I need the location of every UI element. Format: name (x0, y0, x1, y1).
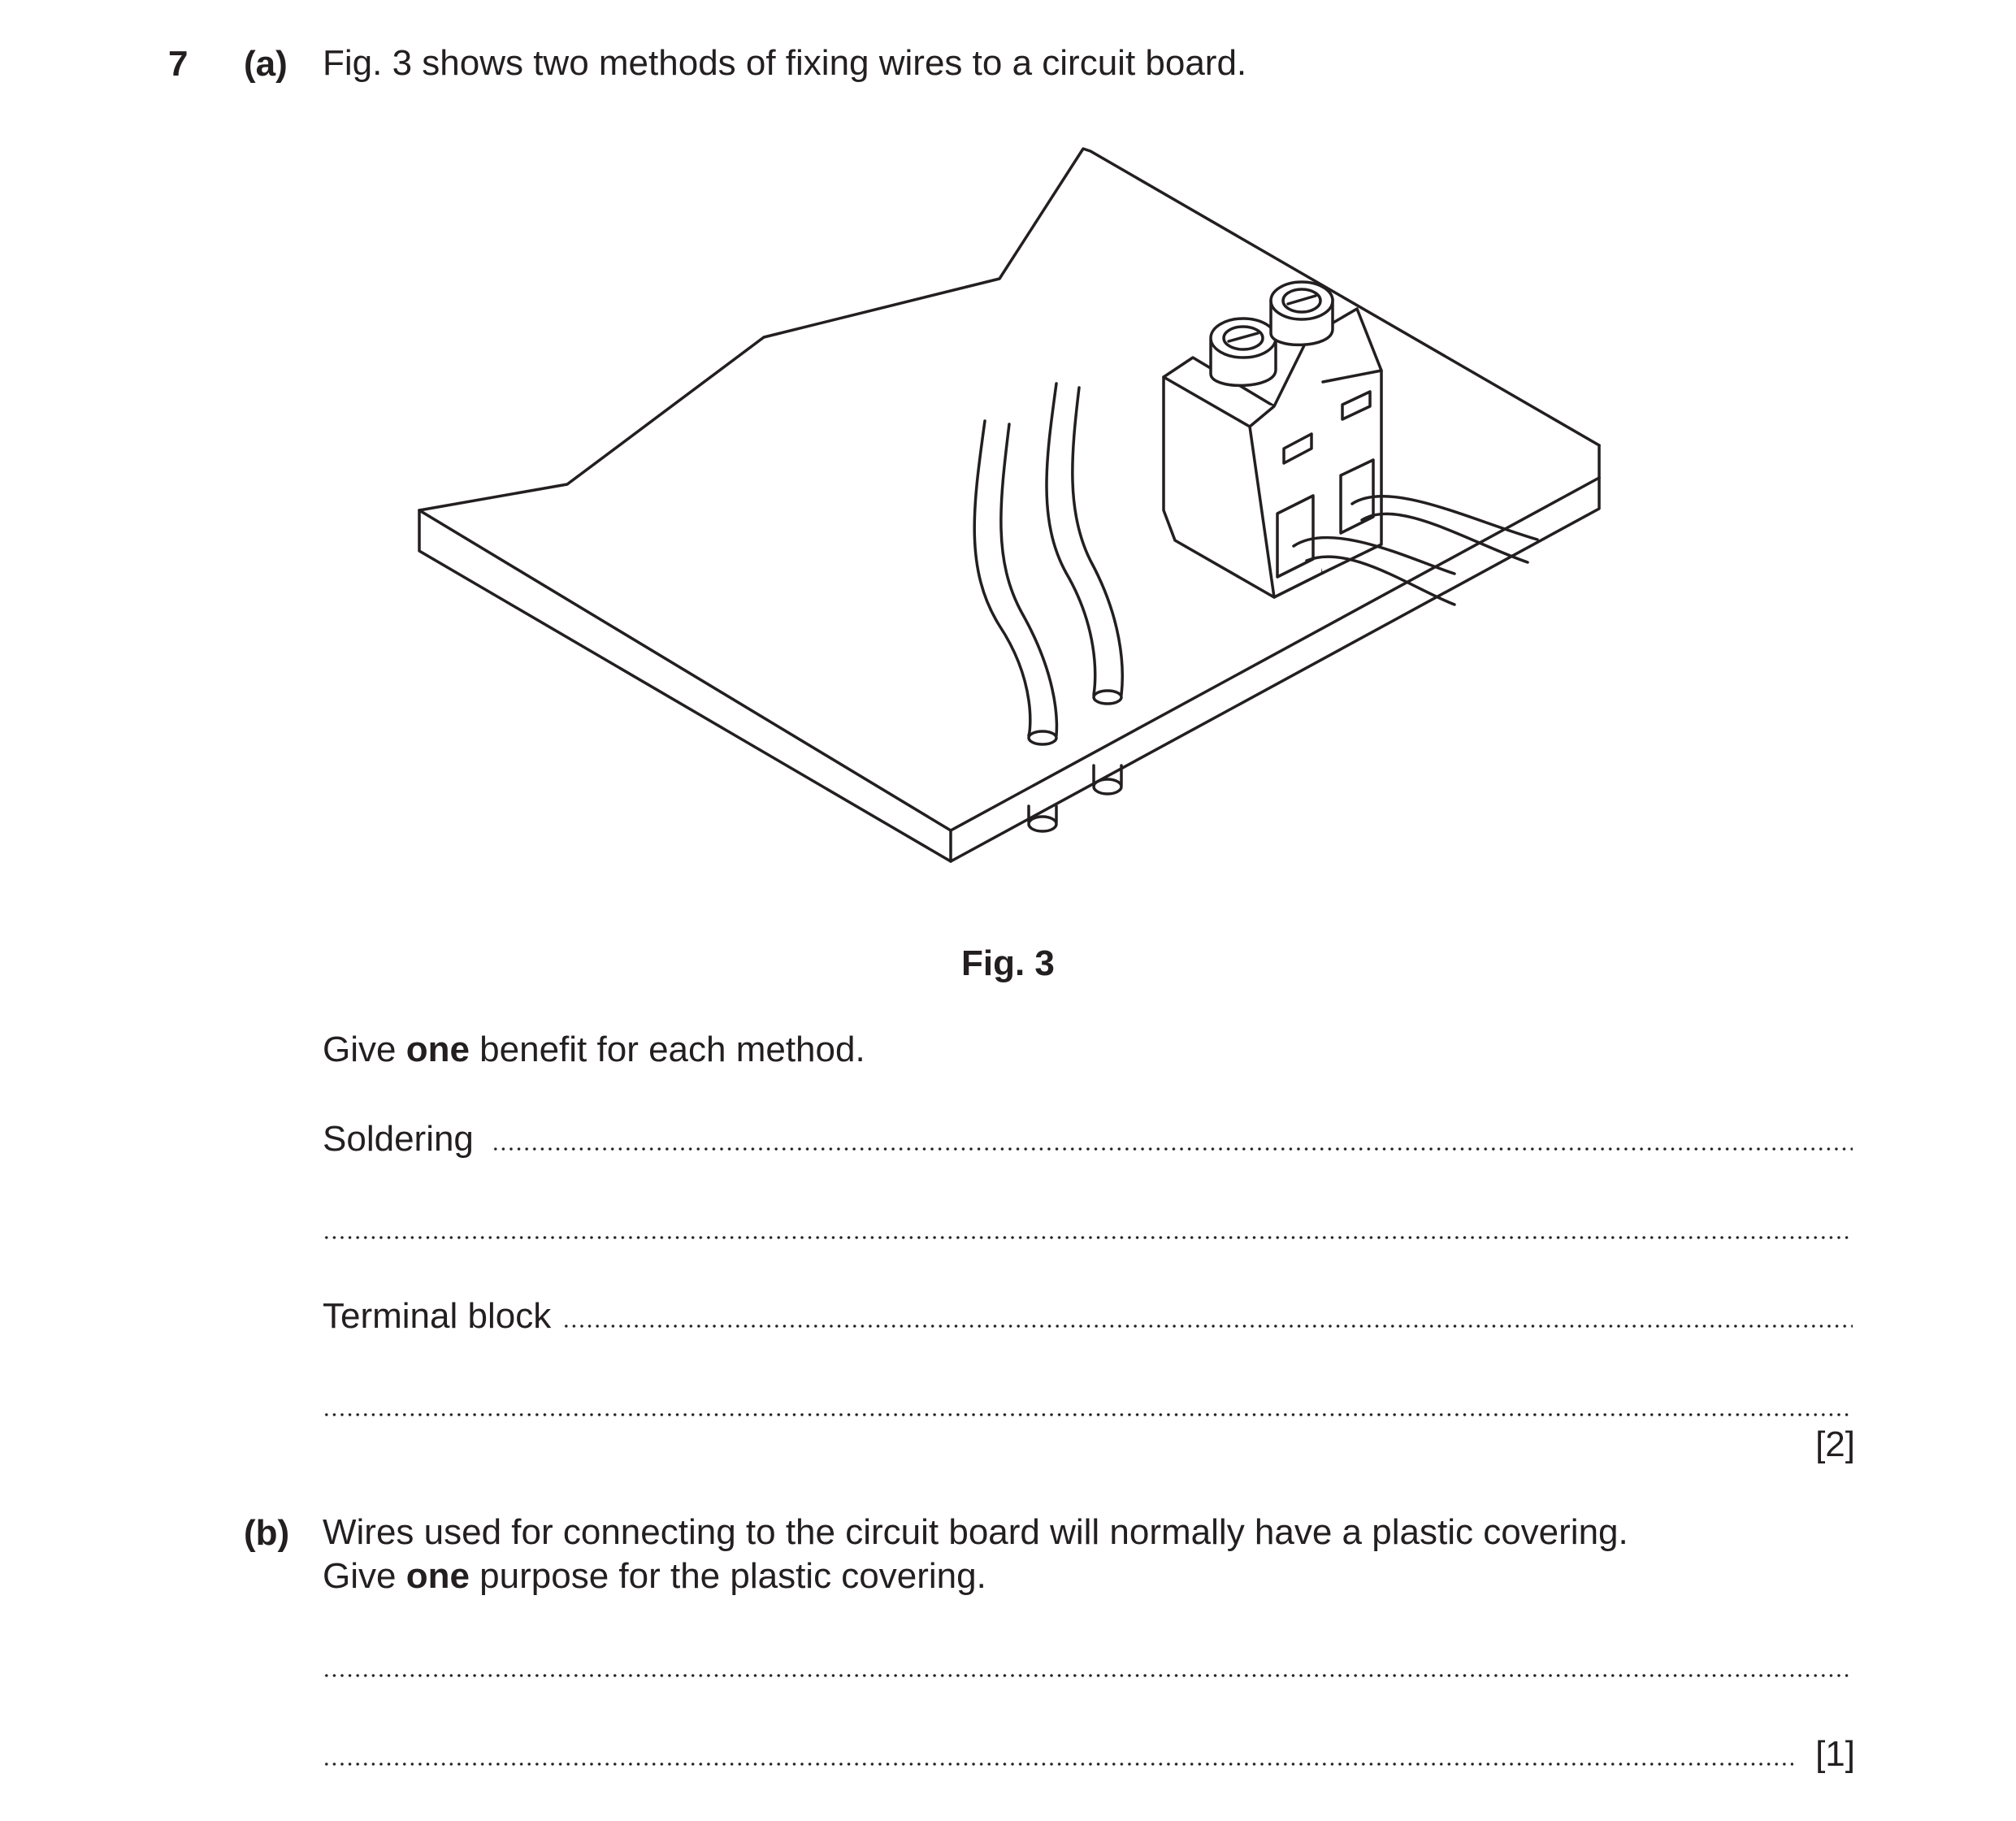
part-b-line2-post: purpose for the plastic covering. (469, 1556, 986, 1596)
part-b-label: (b) (244, 1513, 290, 1553)
circuit-board-figure (390, 130, 1625, 886)
board-edge (419, 510, 951, 861)
answer-label-soldering: Soldering (323, 1119, 474, 1159)
answer-line-plastic-1[interactable] (323, 1645, 1853, 1687)
part-a-marks: [2] (1815, 1424, 1855, 1464)
question-number: 7 (168, 44, 189, 84)
answer-line-plastic-2[interactable] (323, 1733, 1793, 1775)
dotted-line (323, 1673, 1853, 1678)
answer-line-terminal-block[interactable] (323, 1295, 1853, 1338)
dotted-line (323, 1412, 1853, 1417)
part-a-intro: Fig. 3 shows two methods of fixing wires to a circuit board. (323, 43, 1247, 83)
instruction-bold: one (405, 1030, 470, 1069)
part-b-line1: Wires used for connecting to the circuit board will normally have a plastic covering. (323, 1512, 1628, 1552)
instruction-pre: Give (323, 1030, 406, 1069)
part-b-line2-bold: one (405, 1556, 470, 1596)
dotted-line (323, 1235, 1853, 1240)
figure-caption: Fig. 3 (961, 943, 1055, 983)
part-b-line2-pre: Give (323, 1556, 406, 1596)
part-b-marks: [1] (1815, 1734, 1855, 1774)
dotted-line (323, 1762, 1793, 1767)
answer-line-soldering-continued[interactable] (323, 1207, 1853, 1249)
part-a-instruction (323, 1029, 865, 1071)
instruction-post: benefit for each method. (469, 1030, 865, 1069)
dotted-line (492, 1147, 1853, 1151)
board-top-surface (419, 149, 1599, 510)
part-b-line2 (323, 1555, 986, 1598)
answer-label-terminal-block: Terminal block (323, 1296, 552, 1336)
answer-line-terminal-block-continued[interactable] (323, 1384, 1853, 1426)
dotted-line (562, 1324, 1853, 1329)
answer-line-soldering[interactable] (323, 1118, 1853, 1160)
part-a-label: (a) (244, 44, 288, 84)
